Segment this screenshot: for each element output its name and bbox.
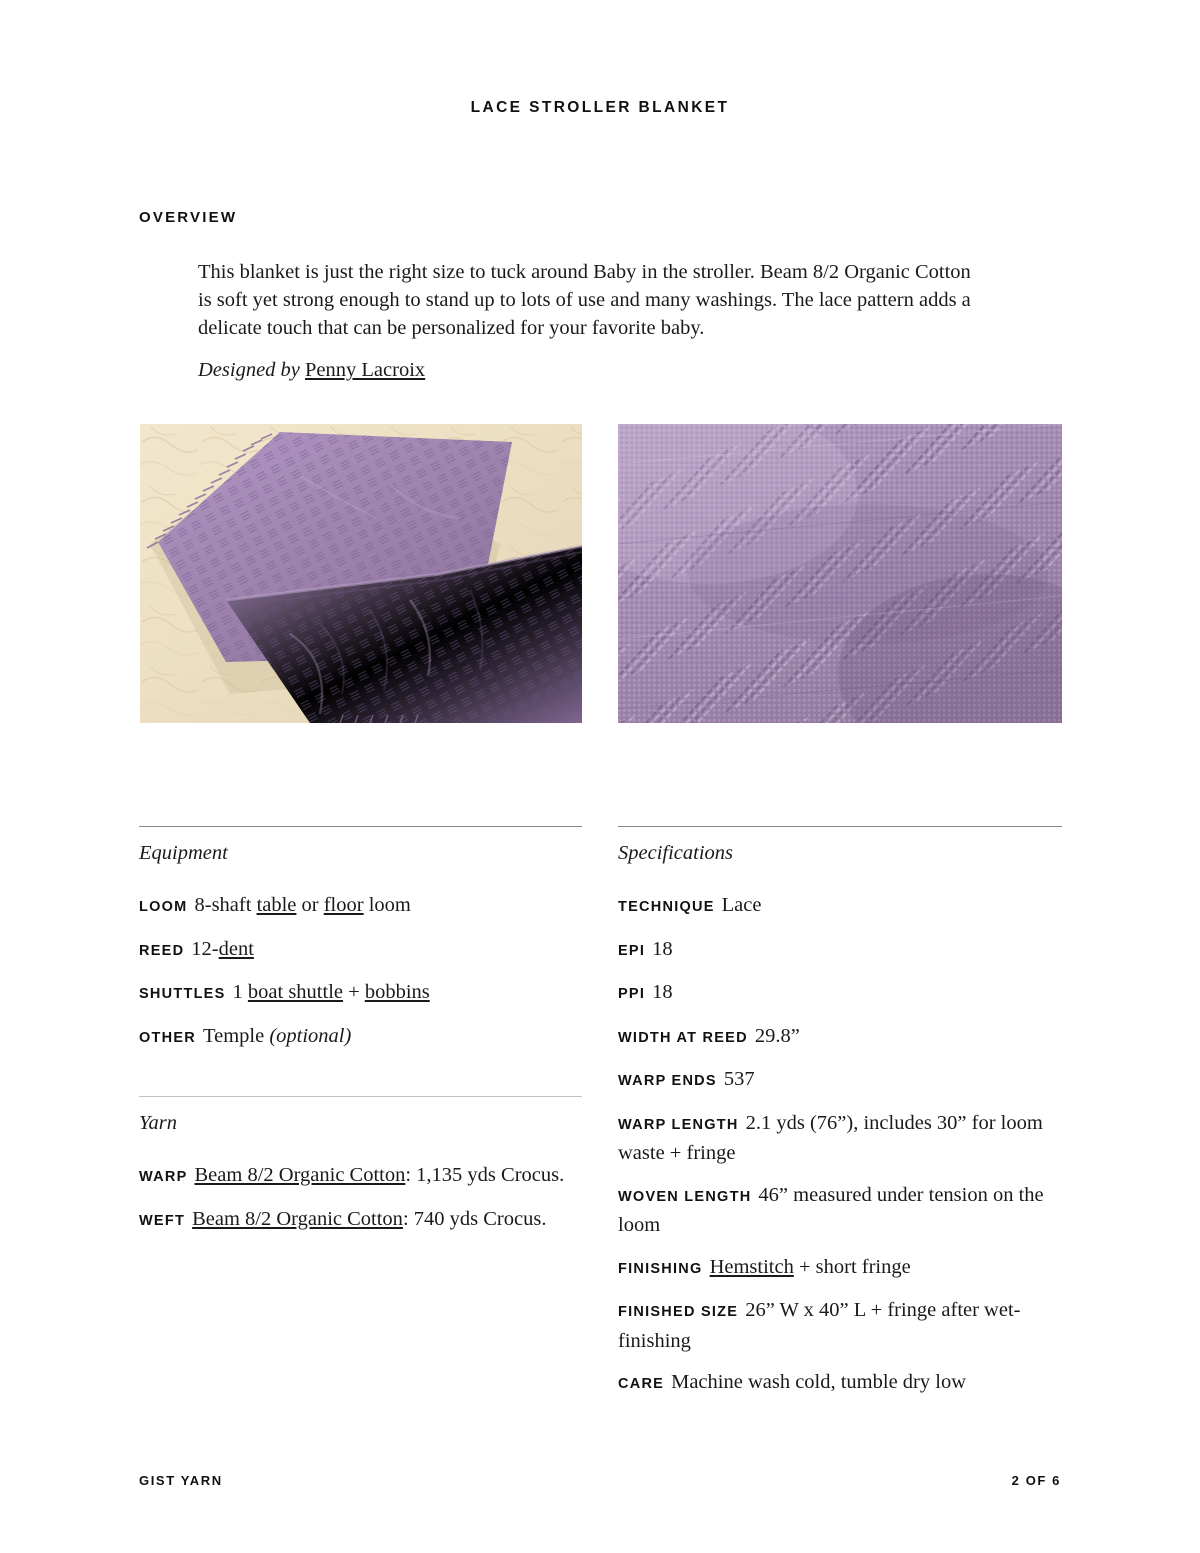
table-loom-link[interactable]: table <box>256 894 297 916</box>
spec-label-loom: LOOM <box>139 899 188 915</box>
spec-label-finished-size: FINISHED SIZE <box>618 1304 739 1320</box>
spec-label-woven-length: WOVEN LENGTH <box>618 1188 752 1205</box>
spec-row-care <box>618 1368 1062 1399</box>
footer-page-number: 2 OF 6 <box>1011 1473 1061 1488</box>
spec-value-finishing: Hemstitch + short fringe <box>709 1255 911 1278</box>
warp-yarn-link[interactable]: Beam 8/2 Organic Cotton <box>194 1164 406 1186</box>
spec-label-finishing: FINISHING <box>618 1260 703 1277</box>
page-title: LACE STROLLER BLANKET <box>470 99 730 116</box>
spec-value-warp-length: 2.1 yds (76”), includes 30” for loom waste + fringe <box>618 1111 1043 1164</box>
spec-label-shuttles: SHUTTLES <box>139 986 226 1002</box>
dent-link[interactable]: dent <box>218 937 254 960</box>
spec-row-warp-yarn <box>139 1161 582 1192</box>
spec-row-warp-length <box>618 1109 1062 1168</box>
spec-value-width-at-reed: 29.8” <box>754 1024 800 1047</box>
floor-loom-link[interactable]: floor <box>323 894 364 916</box>
spec-row-weft-yarn <box>139 1205 582 1236</box>
yarn-heading: Yarn <box>139 1112 177 1134</box>
spec-value-warp-ends: 537 <box>723 1068 755 1090</box>
spec-label-other: OTHER <box>139 1029 196 1046</box>
designed-by-label: Designed by <box>198 359 300 381</box>
spec-label-epi: EPI <box>618 942 646 959</box>
spec-label-technique: TECHNIQUE <box>618 899 715 915</box>
designer-link[interactable]: Penny Lacroix <box>305 359 426 381</box>
specifications-heading: Specifications <box>618 842 734 864</box>
overview-section-heading: OVERVIEW <box>139 209 238 226</box>
overview-paragraph: This blanket is just the right size to tuck around Baby in the stroller. Beam 8/2 Organic Cotton is soft yet strong enough to stand up to lots of use and many washings. The lace pattern adds a delicate touch that can be personalized for your favorite baby. <box>198 261 971 340</box>
spec-label-ppi: PPI <box>618 986 646 1002</box>
designer-credit <box>198 356 425 384</box>
spec-value-finished-size: 26” W x 40” L + fringe after wet-finishing <box>618 1299 1021 1352</box>
spec-value-weft-yarn: Beam 8/2 Organic Cotton: 740 yds Crocus. <box>192 1207 547 1230</box>
yarn-list <box>139 1161 582 1235</box>
spec-row-finished-size <box>618 1296 1062 1355</box>
specifications-column <box>618 826 1062 1399</box>
equipment-column <box>139 826 582 1235</box>
spec-row-shuttles <box>139 978 582 1009</box>
blanket-full-photo <box>140 424 582 723</box>
lace-detail-photo <box>618 424 1062 723</box>
spec-row-ppi <box>618 978 1062 1009</box>
spec-value-ppi: 18 <box>652 981 673 1003</box>
yarn-divider <box>139 1096 582 1097</box>
spec-value-care: Machine wash cold, tumble dry low <box>671 1371 967 1393</box>
spec-value-other: Temple (optional) <box>203 1024 352 1047</box>
yarn-section <box>139 1096 582 1235</box>
weft-yarn-link[interactable]: Beam 8/2 Organic Cotton <box>192 1207 403 1230</box>
bobbins-link[interactable]: bobbins <box>364 981 430 1003</box>
spec-label-warp-yarn: WARP <box>139 1169 188 1185</box>
spec-label-weft-yarn: WEFT <box>139 1212 186 1229</box>
spec-row-reed <box>139 935 582 966</box>
equipment-list <box>139 891 582 1052</box>
spec-label-warp-ends: WARP ENDS <box>618 1073 717 1089</box>
boat-shuttle-link[interactable]: boat shuttle <box>247 981 343 1003</box>
spec-row-loom <box>139 891 582 922</box>
spec-row-epi <box>618 935 1062 966</box>
spec-row-finishing <box>618 1253 1062 1284</box>
spec-value-epi: 18 <box>652 937 673 960</box>
spec-value-woven-length: 46” measured under tension on the loom <box>618 1183 1044 1236</box>
spec-value-technique: Lace <box>721 894 762 916</box>
hemstitch-link[interactable]: Hemstitch <box>709 1255 794 1278</box>
specifications-list <box>618 891 1062 1399</box>
spec-value-warp-yarn: Beam 8/2 Organic Cotton: 1,135 yds Crocus. <box>194 1164 565 1186</box>
spec-label-width-at-reed: WIDTH AT REED <box>618 1029 748 1046</box>
spec-label-care: CARE <box>618 1376 665 1392</box>
spec-value-reed: 12-dent <box>191 937 254 960</box>
footer-brand: GIST YARN <box>139 1473 223 1488</box>
spec-value-loom: 8-shaft table or floor loom <box>194 894 411 916</box>
specifications-divider <box>618 826 1062 827</box>
spec-row-technique <box>618 891 1062 922</box>
spec-row-warp-ends <box>618 1065 1062 1096</box>
spec-label-reed: REED <box>139 942 185 959</box>
spec-label-warp-length: WARP LENGTH <box>618 1116 739 1133</box>
spec-value-shuttles: 1 boat shuttle + bobbins <box>232 981 430 1003</box>
spec-row-other <box>139 1022 582 1053</box>
equipment-heading: Equipment <box>139 842 228 864</box>
spec-row-woven-length <box>618 1181 1062 1240</box>
spec-row-width-at-reed <box>618 1022 1062 1053</box>
equipment-divider <box>139 826 582 827</box>
